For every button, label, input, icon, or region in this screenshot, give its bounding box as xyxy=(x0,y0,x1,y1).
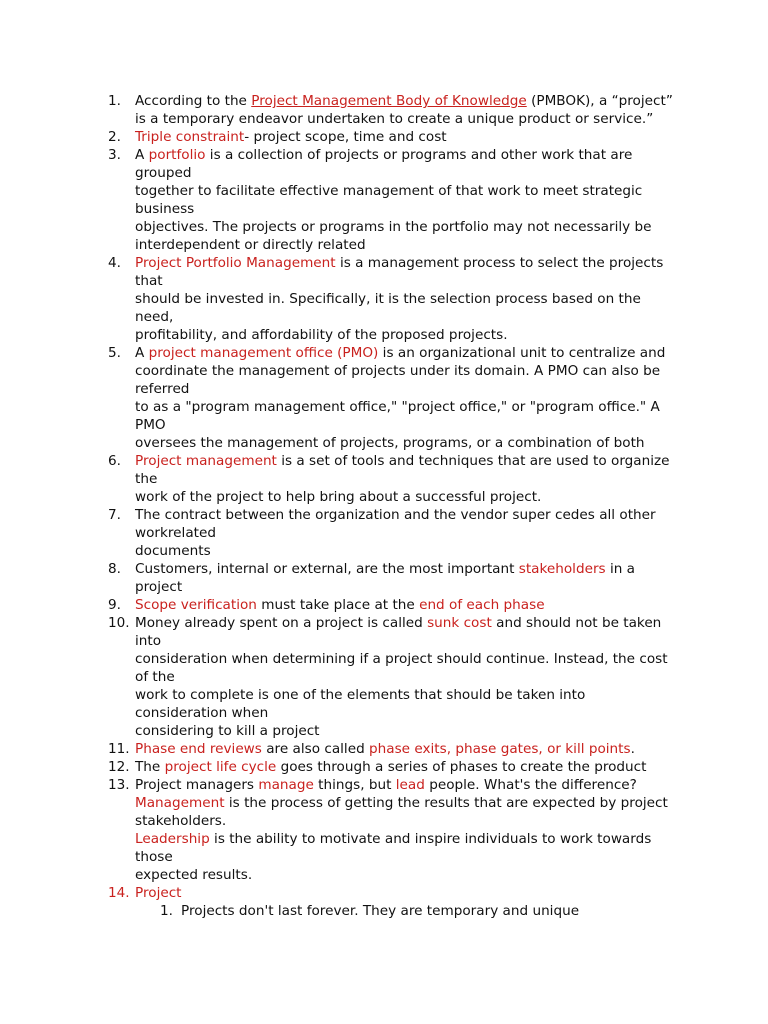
list-item xyxy=(108,452,668,506)
item-number: 4. xyxy=(108,255,121,271)
text-segment: (PMBOK), a “project” xyxy=(526,93,673,109)
text-segment: should be invested in. Specifically, it is the selection process based on the xyxy=(135,291,641,307)
text-segment: is a collection of projects or programs and other work that are xyxy=(205,147,633,163)
text-segment: workrelated xyxy=(135,525,216,541)
text-line xyxy=(135,614,668,632)
text-segment: objectives. The projects or programs in the portfolio may not necessarily be xyxy=(135,219,652,235)
highlighted-term: Leadership xyxy=(135,831,210,847)
text-line xyxy=(135,344,668,362)
list-item xyxy=(108,344,668,452)
highlighted-term: Project xyxy=(135,885,182,901)
text-line xyxy=(135,722,668,740)
item-number: 1. xyxy=(160,903,173,919)
text-segment: - project scope, time and cost xyxy=(244,129,447,145)
text-line xyxy=(135,794,668,812)
list-item xyxy=(108,758,668,776)
sub-list-item xyxy=(135,902,668,920)
text-segment: work of the project to help bring about a successful project. xyxy=(135,489,542,505)
text-line xyxy=(135,578,668,596)
text-line xyxy=(135,812,668,830)
text-line xyxy=(181,902,668,920)
text-segment: consideration when determining if a project should continue. Instead, the cost xyxy=(135,651,668,667)
text-line xyxy=(135,686,668,704)
text-segment: and should not be taken xyxy=(491,615,662,631)
text-segment: that xyxy=(135,273,163,289)
text-segment: business xyxy=(135,201,195,217)
text-segment: need, xyxy=(135,309,174,325)
list-item xyxy=(108,596,668,614)
list-item xyxy=(108,254,668,344)
highlighted-term: stakeholders xyxy=(518,561,606,577)
text-line xyxy=(135,380,668,398)
text-segment: work to complete is one of the elements that should be taken into xyxy=(135,687,586,703)
text-segment: is a management process to select the projects xyxy=(335,255,664,271)
text-line xyxy=(135,650,668,668)
text-line xyxy=(135,218,668,236)
text-segment: must take place at the xyxy=(256,597,420,613)
text-line xyxy=(135,776,668,794)
text-segment: Projects don't last forever. They are temporary and unique xyxy=(181,903,580,919)
item-number: 8. xyxy=(108,561,121,577)
highlighted-term: Project Portfolio Management xyxy=(135,255,336,271)
text-line xyxy=(135,740,668,758)
highlighted-term: manage xyxy=(258,777,314,793)
text-line xyxy=(135,560,668,578)
text-segment: things, but xyxy=(313,777,396,793)
text-line xyxy=(135,668,668,686)
text-line xyxy=(135,452,668,470)
text-line xyxy=(135,866,668,884)
list-item xyxy=(108,776,668,884)
text-line xyxy=(135,200,668,218)
numbered-list xyxy=(108,92,673,920)
text-segment: consideration when xyxy=(135,705,269,721)
highlighted-term: Triple constraint xyxy=(135,129,245,145)
text-segment: referred xyxy=(135,381,190,397)
text-line xyxy=(135,92,673,110)
text-segment: The contract between the organization and the vendor super cedes all other xyxy=(135,507,656,523)
item-number: 2. xyxy=(108,129,121,145)
text-segment: together to facilitate effective management of that work to meet strategic xyxy=(135,183,643,199)
text-line xyxy=(135,830,668,848)
text-segment: profitability, and affordability of the proposed projects. xyxy=(135,327,508,343)
text-line xyxy=(135,758,668,776)
sub-numbered-list xyxy=(135,902,668,920)
text-line xyxy=(135,398,668,416)
text-segment: stakeholders. xyxy=(135,813,227,829)
text-segment: goes through a series of phases to create the product xyxy=(276,759,647,775)
text-segment: Customers, internal or external, are the most important xyxy=(135,561,519,577)
text-line xyxy=(135,272,668,290)
highlighted-term: Management xyxy=(135,795,225,811)
text-segment: to as a "program management office," "project office," or "program office." A xyxy=(135,399,660,415)
text-segment: . xyxy=(630,741,635,757)
highlighted-term: Phase end reviews xyxy=(135,741,262,757)
text-segment: oversees the management of projects, programs, or a combination of both xyxy=(135,435,645,451)
list-item xyxy=(108,128,668,146)
text-segment: project xyxy=(135,579,183,595)
text-segment: is the ability to motivate and inspire individuals to work towards xyxy=(209,831,652,847)
text-line xyxy=(135,362,668,380)
item-number: 13. xyxy=(108,777,130,793)
text-segment: is an organizational unit to centralize and xyxy=(378,345,666,361)
text-segment: the xyxy=(135,471,158,487)
highlighted-term: end of each phase xyxy=(419,597,545,613)
text-line xyxy=(135,506,668,524)
list-item xyxy=(108,560,668,596)
text-segment: those xyxy=(135,849,173,865)
text-segment: The xyxy=(135,759,165,775)
text-segment: Money already spent on a project is called xyxy=(135,615,428,631)
text-segment: A xyxy=(135,147,149,163)
text-line xyxy=(135,146,668,164)
text-segment: is a set of tools and techniques that are used to organize xyxy=(276,453,670,469)
highlighted-term: Scope verification xyxy=(135,597,257,613)
text-line xyxy=(135,254,668,272)
term-link[interactable]: Project Management Body of Knowledge xyxy=(251,93,527,109)
item-number: 5. xyxy=(108,345,121,361)
highlighted-term: project life cycle xyxy=(164,759,277,775)
text-line xyxy=(135,434,668,452)
list-item xyxy=(108,740,668,758)
text-segment: Project managers xyxy=(135,777,259,793)
highlighted-term: lead xyxy=(395,777,425,793)
list-item xyxy=(108,884,668,920)
list-item xyxy=(108,614,668,740)
highlighted-term: phase exits, phase gates, or kill points xyxy=(369,741,631,757)
text-line xyxy=(135,704,668,722)
item-number: 1. xyxy=(108,93,121,109)
text-segment: into xyxy=(135,633,162,649)
text-segment: documents xyxy=(135,543,211,559)
text-segment: of the xyxy=(135,669,175,685)
text-line xyxy=(135,524,668,542)
text-segment: considering to kill a project xyxy=(135,723,320,739)
text-line xyxy=(135,416,668,434)
text-line xyxy=(135,848,668,866)
text-line xyxy=(135,470,668,488)
item-number: 12. xyxy=(108,759,130,775)
text-line xyxy=(135,308,668,326)
highlighted-term: sunk cost xyxy=(427,615,492,631)
item-number: 9. xyxy=(108,597,121,613)
text-segment: According to the xyxy=(135,93,252,109)
item-number: 14. xyxy=(108,885,130,901)
text-segment: grouped xyxy=(135,165,192,181)
list-item xyxy=(108,146,668,254)
list-item xyxy=(108,506,668,560)
text-segment: is a temporary endeavor undertaken to create a unique product or service.” xyxy=(135,111,654,127)
text-segment: PMO xyxy=(135,417,166,433)
text-line xyxy=(135,290,668,308)
text-line xyxy=(135,236,668,254)
text-line xyxy=(135,110,668,128)
text-segment: expected results. xyxy=(135,867,253,883)
item-number: 10. xyxy=(108,615,130,631)
text-line xyxy=(135,488,668,506)
text-line xyxy=(135,326,668,344)
highlighted-term: project management office (PMO) xyxy=(148,345,379,361)
text-segment: are also called xyxy=(261,741,370,757)
list-item xyxy=(108,92,673,128)
item-number: 6. xyxy=(108,453,121,469)
item-number: 3. xyxy=(108,147,121,163)
text-segment: A xyxy=(135,345,149,361)
item-number: 7. xyxy=(108,507,121,523)
text-line xyxy=(135,596,668,614)
text-line xyxy=(135,182,668,200)
highlighted-term: Project management xyxy=(135,453,277,469)
text-line xyxy=(135,884,668,902)
text-segment: in a xyxy=(605,561,635,577)
highlighted-term: portfolio xyxy=(148,147,206,163)
text-segment: interdependent or directly related xyxy=(135,237,366,253)
item-number: 11. xyxy=(108,741,130,757)
text-line xyxy=(135,128,668,146)
text-line xyxy=(135,164,668,182)
text-line xyxy=(135,632,668,650)
text-segment: people. What's the difference? xyxy=(424,777,637,793)
text-segment: is the process of getting the results that are expected by project xyxy=(224,795,668,811)
text-line xyxy=(135,542,668,560)
text-segment: coordinate the management of projects under its domain. A PMO can also be xyxy=(135,363,661,379)
